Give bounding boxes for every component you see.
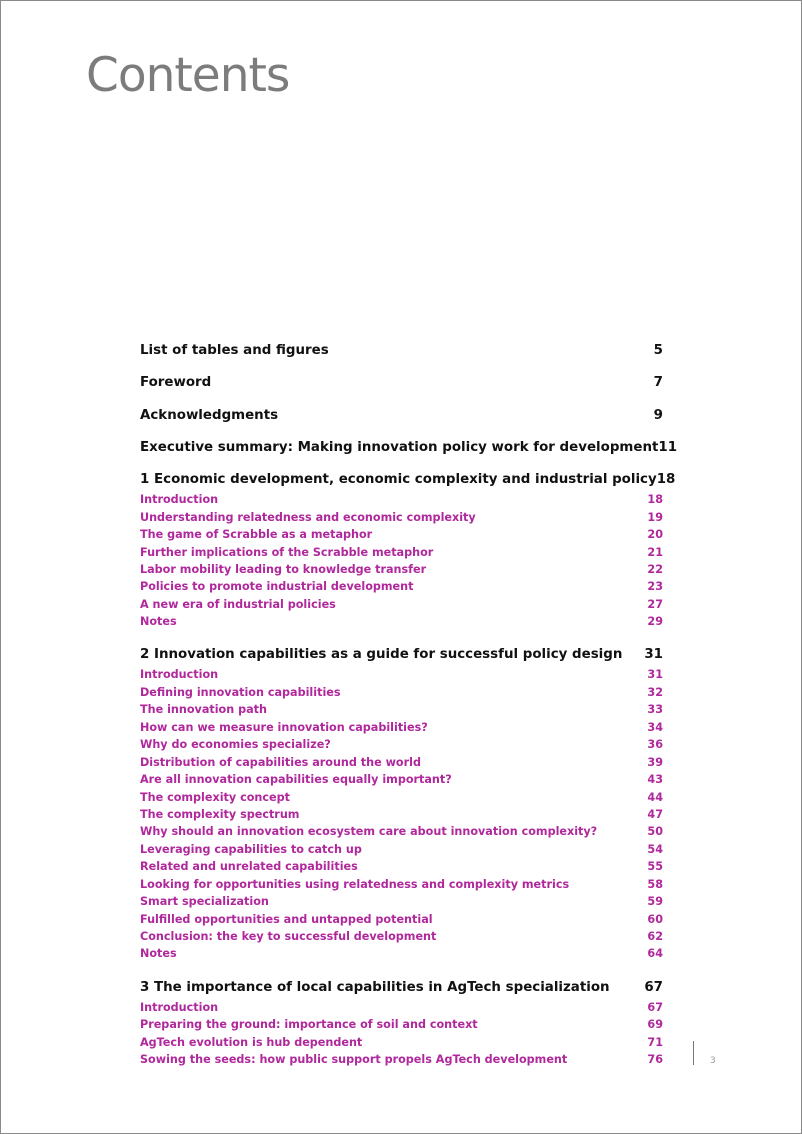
toc-subentry-page: 33 [647,703,663,717]
toc-subentry-label: Sowing the seeds: how public support propels AgTech development [140,1053,568,1067]
toc-chapter-2[interactable] [140,644,663,666]
toc-subentry-label: AgTech evolution is hub dependent [140,1035,363,1049]
toc-subentry-page: 22 [647,562,663,576]
toc-subentry[interactable] [140,509,663,526]
toc-subentry-label: Introduction [140,668,219,682]
toc-subentry-page: 60 [647,912,663,926]
toc-subentry[interactable] [140,736,663,753]
toc-subentry-page: 50 [647,825,663,839]
toc-subentry-label: A new era of industrial policies [140,597,336,611]
toc-subentry-label: How can we measure innovation capabilities? [140,720,428,734]
toc-subentry[interactable] [140,945,663,962]
toc-subentry-label: Preparing the ground: importance of soil and context [140,1018,478,1032]
toc-subentry-label: Introduction [140,1000,219,1014]
toc-subentry-label: The game of Scrabble as a metaphor [140,528,373,542]
toc-chapter-page: 67 [644,979,663,995]
toc-subentry-page: 19 [647,510,663,524]
toc-entry-acknowledgments[interactable] [140,405,663,427]
toc-subentry-label: The complexity spectrum [140,807,300,821]
toc-subentry[interactable] [140,526,663,543]
toc-subentry-page: 39 [647,755,663,769]
toc-subentry-label: Defining innovation capabilities [140,685,341,699]
toc-subentry-label: Smart specialization [140,895,269,909]
toc-subentry-page: 36 [647,738,663,752]
toc-subentry[interactable] [140,789,663,806]
toc-subentry[interactable] [140,684,663,701]
toc-entry-list-of-tables[interactable] [140,340,663,362]
toc-subentry-page: 18 [647,493,663,507]
toc-subentry-page: 55 [647,860,663,874]
toc-subentry[interactable] [140,911,663,928]
toc-subentry-label: Introduction [140,493,219,507]
toc-subentry-label: Why should an innovation ecosystem care about innovation complexity? [140,825,598,839]
toc-subentry-page: 71 [647,1035,663,1049]
toc-subentry-label: Conclusion: the key to successful development [140,930,437,944]
page-title: Contents [86,48,290,103]
toc-chapter-3[interactable] [140,977,663,999]
toc-subentry[interactable] [140,544,663,561]
table-of-contents [140,340,678,1068]
toc-chapter-label: 3 The importance of local capabilities in AgTech specialization [140,979,610,995]
toc-subentry-page: 67 [647,1000,663,1014]
toc-subentry-page: 58 [647,877,663,891]
page-number-divider [693,1041,694,1065]
toc-subentry-label: Leveraging capabilities to catch up [140,842,362,856]
toc-subentry-label: Fulfilled opportunities and untapped potential [140,912,433,926]
toc-subentry[interactable] [140,666,663,683]
toc-subentry[interactable] [140,823,663,840]
toc-subentry[interactable] [140,701,663,718]
toc-subentry-label: Looking for opportunities using relatedness and complexity metrics [140,877,570,891]
toc-subentry-page: 27 [647,597,663,611]
toc-subentry-page: 44 [647,790,663,804]
toc-entry-page: 11 [658,439,678,455]
toc-subentry[interactable] [140,876,663,893]
toc-subentry[interactable] [140,841,663,858]
toc-subentry-page: 20 [647,528,663,542]
toc-subentry[interactable] [140,999,663,1016]
toc-subentry-page: 23 [647,580,663,594]
toc-subentry[interactable] [140,596,663,613]
toc-subentry-label: Understanding relatedness and economic complexity [140,510,476,524]
toc-subentry[interactable] [140,1016,663,1033]
toc-subentry-page: 31 [647,668,663,682]
toc-subentry[interactable] [140,754,663,771]
toc-subentry-page: 29 [647,615,663,629]
toc-subentry-label: Distribution of capabilities around the world [140,755,421,769]
toc-entry-foreword[interactable] [140,372,663,394]
toc-entry-label: List of tables and figures [140,343,329,358]
toc-subentry[interactable] [140,771,663,788]
toc-chapter-label: 1 Economic development, economic complexity and industrial policy [140,472,657,488]
toc-subentry-label: Are all innovation capabilities equally important? [140,773,452,787]
toc-subentry-label: Notes [140,615,177,629]
toc-subentry-page: 76 [647,1053,663,1067]
toc-subentry[interactable] [140,613,663,630]
toc-subentry-label: Why do economies specialize? [140,738,331,752]
toc-subentry-page: 64 [647,947,663,961]
toc-entry-label: Executive summary: Making innovation policy work for development [140,439,659,455]
toc-subentry-page: 59 [647,895,663,909]
toc-subentry-label: Notes [140,947,177,961]
toc-subentry-label: The innovation path [140,703,267,717]
toc-subentry[interactable] [140,893,663,910]
toc-chapter-page: 18 [656,472,676,488]
toc-subentry-page: 47 [647,807,663,821]
toc-subentry-page: 21 [647,545,663,559]
toc-subentry[interactable] [140,578,663,595]
page-number: 3 [710,1056,716,1066]
toc-subentry[interactable] [140,561,663,578]
toc-chapter-label: 2 Innovation capabilities as a guide for successful policy design [140,647,623,663]
toc-entry-page: 5 [653,343,663,358]
toc-entry-executive-summary[interactable] [140,437,678,459]
toc-subentry-label: Related and unrelated capabilities [140,860,358,874]
toc-subentry-label: Further implications of the Scrabble metaphor [140,545,434,559]
toc-subentry-label: Labor mobility leading to knowledge transfer [140,562,427,576]
toc-subentry-page: 43 [647,773,663,787]
toc-subentry[interactable] [140,1051,663,1068]
toc-subentry[interactable] [140,928,663,945]
toc-subentry-page: 34 [647,720,663,734]
toc-subentry-page: 32 [647,685,663,699]
toc-subentry[interactable] [140,858,663,875]
toc-subentry[interactable] [140,719,663,736]
toc-subentry[interactable] [140,491,663,508]
toc-subentry[interactable] [140,1034,663,1051]
toc-subentry-label: Policies to promote industrial development [140,580,414,594]
toc-subentry-page: 54 [647,842,663,856]
toc-subentry-page: 62 [647,930,663,944]
toc-subentry[interactable] [140,806,663,823]
toc-chapter-1[interactable] [140,469,676,491]
toc-entry-page: 7 [653,375,663,391]
toc-chapter-page: 31 [644,647,663,663]
toc-entry-label: Foreword [140,375,212,391]
toc-subentry-page: 69 [647,1018,663,1032]
toc-entry-page: 9 [653,407,663,423]
toc-entry-label: Acknowledgments [140,407,279,423]
toc-subentry-label: The complexity concept [140,790,290,804]
